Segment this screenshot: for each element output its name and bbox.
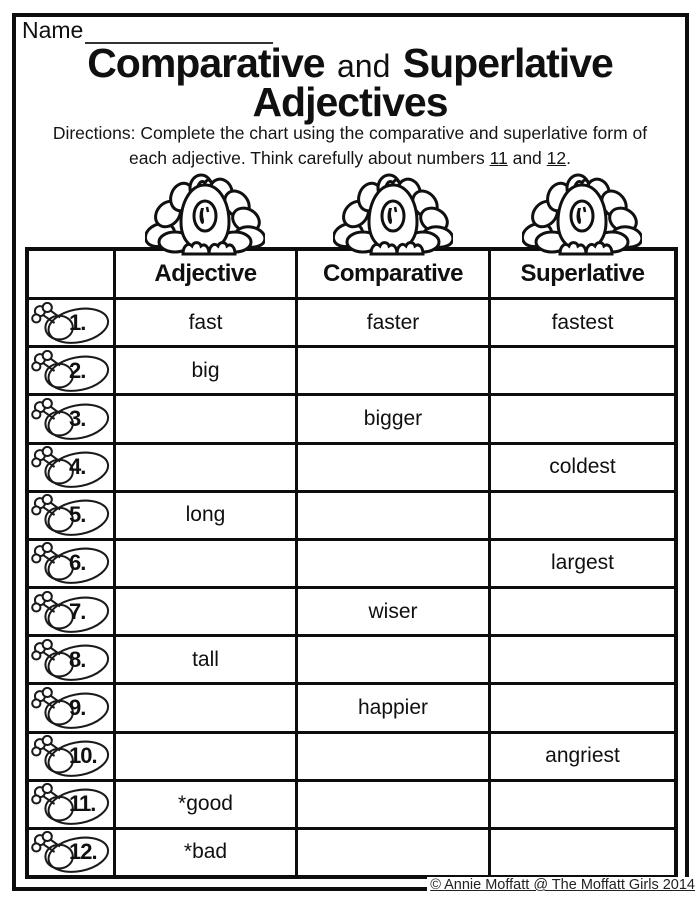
worksheet-title (0, 40, 700, 126)
column-header-adjective: Adjective (116, 251, 295, 297)
title-line2: Adjectives (252, 79, 448, 126)
answer-cell-superlative[interactable] (491, 830, 674, 875)
answer-cell-adjective[interactable] (116, 445, 295, 490)
row-number: 8. (29, 637, 113, 682)
column-header-superlative: Superlative (491, 251, 674, 297)
answer-cell-adjective[interactable] (116, 685, 295, 730)
answer-cell-superlative[interactable] (491, 493, 674, 538)
turkey-illustration (522, 170, 642, 256)
copyright-credit: © Annie Moffatt @ The Moffatt Girls 2014 (427, 877, 698, 893)
answer-cell-superlative[interactable] (491, 589, 674, 634)
row-number: 6. (29, 541, 113, 586)
row-number: 12. (29, 830, 113, 875)
answer-cell-comparative: happier (298, 685, 488, 730)
answer-cell-adjective[interactable] (116, 734, 295, 779)
answer-cell-superlative: coldest (491, 445, 674, 490)
answer-cell-superlative[interactable] (491, 685, 674, 730)
name-row (22, 16, 273, 44)
row-number: 9. (29, 685, 113, 730)
directions-number-11: 11 (489, 147, 508, 168)
answer-cell-adjective[interactable] (116, 541, 295, 586)
answer-cell-comparative: bigger (298, 396, 488, 441)
title-part2: Superlative (402, 40, 613, 86)
row-number: 1. (29, 300, 113, 345)
directions-line2: each adjective. Think carefully about numbers 11 and 12. (128, 147, 572, 168)
answer-cell-comparative: wiser (298, 589, 488, 634)
answer-cell-comparative: faster (298, 300, 488, 345)
answer-cell-adjective[interactable] (116, 589, 295, 634)
row-number: 4. (29, 445, 113, 490)
row-number: 3. (29, 396, 113, 441)
answer-cell-superlative[interactable] (491, 396, 674, 441)
directions-line1: Directions: Complete the chart using the comparative and superlative form of (52, 123, 648, 143)
answer-cell-superlative: angriest (491, 734, 674, 779)
directions-text (0, 121, 700, 170)
title-part1: Comparative (87, 40, 325, 86)
answer-cell-comparative[interactable] (298, 348, 488, 393)
worksheet-table (25, 247, 678, 879)
answer-cell-adjective: tall (116, 637, 295, 682)
name-label: Name (22, 17, 84, 43)
answer-cell-comparative[interactable] (298, 493, 488, 538)
answer-cell-adjective: *good (116, 782, 295, 827)
answer-cell-comparative[interactable] (298, 830, 488, 875)
answer-cell-superlative[interactable] (491, 348, 674, 393)
row-number: 11. (29, 782, 113, 827)
answer-cell-comparative[interactable] (298, 734, 488, 779)
answer-cell-comparative[interactable] (298, 445, 488, 490)
answer-cell-comparative[interactable] (298, 541, 488, 586)
answer-cell-adjective[interactable] (116, 396, 295, 441)
answer-cell-comparative[interactable] (298, 637, 488, 682)
column-header-number (29, 251, 113, 297)
directions-number-12: 12 (546, 147, 567, 168)
turkey-illustration (145, 170, 265, 256)
answer-cell-adjective: *bad (116, 830, 295, 875)
answer-cell-comparative[interactable] (298, 782, 488, 827)
answer-cell-superlative: largest (491, 541, 674, 586)
row-number: 10. (29, 734, 113, 779)
row-number: 7. (29, 589, 113, 634)
row-number: 2. (29, 348, 113, 393)
title-conjunction: and (336, 48, 391, 84)
column-header-comparative: Comparative (298, 251, 488, 297)
name-blank-line[interactable] (85, 16, 273, 44)
answer-cell-superlative[interactable] (491, 782, 674, 827)
answer-cell-adjective: long (116, 493, 295, 538)
answer-cell-adjective: big (116, 348, 295, 393)
answer-cell-adjective: fast (116, 300, 295, 345)
row-number: 5. (29, 493, 113, 538)
answer-cell-superlative: fastest (491, 300, 674, 345)
answer-cell-superlative[interactable] (491, 637, 674, 682)
turkey-illustration (333, 170, 453, 256)
